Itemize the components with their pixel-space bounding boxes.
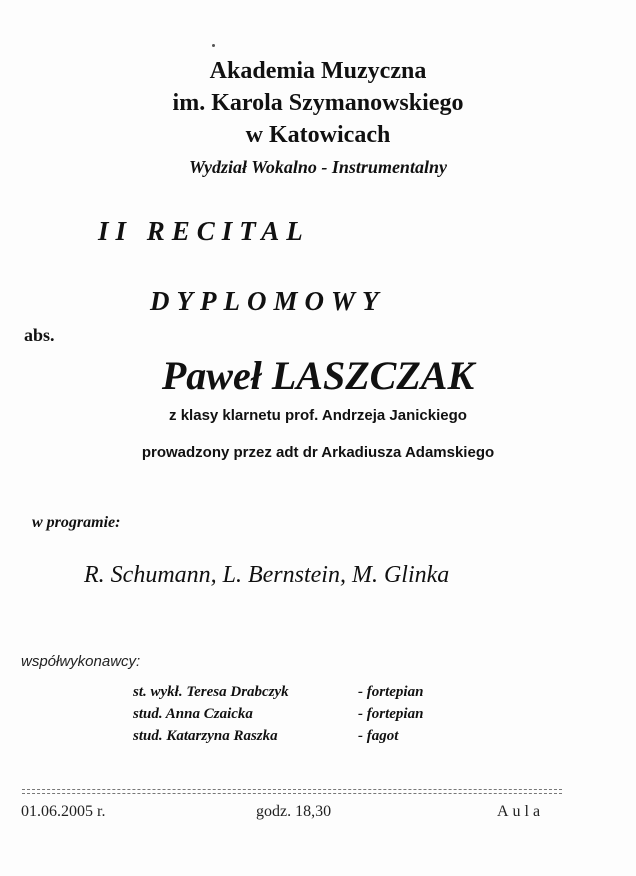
recital-number-title: II RECITAL: [98, 216, 310, 246]
institution-name-line-2: im. Karola Szymanowskiego: [172, 90, 464, 116]
program-label: w programie:: [32, 514, 121, 531]
coperformer-name: stud. Anna Czaicka: [133, 706, 253, 722]
recital-type-title: DYPLOMOWY: [150, 286, 386, 316]
performer-class-line: z klasy klarnetu prof. Andrzeja Janickiego: [169, 407, 467, 424]
faculty-name: Wydział Wokalno - Instrumentalny: [189, 157, 447, 177]
event-venue: Aula: [497, 803, 545, 820]
graduate-prefix: abs.: [24, 325, 55, 345]
coperformer-instrument: - fagot: [358, 728, 399, 744]
event-time: godz. 18,30: [256, 803, 332, 820]
scan-speck: [212, 44, 215, 47]
footer-divider-bottom: [22, 793, 562, 794]
event-date: 01.06.2005 r.: [21, 803, 106, 820]
institution-city-line: w Katowicach: [245, 122, 391, 148]
coperformers-label: współwykonawcy:: [21, 653, 141, 670]
coperformer-name: st. wykł. Teresa Drabczyk: [133, 684, 289, 700]
performer-name: Paweł LASZCZAK: [161, 353, 475, 398]
coperformer-name: stud. Katarzyna Raszka: [133, 728, 278, 744]
coperformer-instrument: - fortepian: [358, 684, 424, 700]
footer-divider-top: [22, 789, 562, 790]
coperformer-instrument: - fortepian: [358, 706, 424, 722]
program-composers: R. Schumann, L. Bernstein, M. Glinka: [84, 562, 450, 588]
performer-led-by-line: prowadzony przez adt dr Arkadiusza Adamskiego: [141, 444, 495, 461]
institution-name-line-1: Akademia Muzyczna: [209, 58, 427, 84]
